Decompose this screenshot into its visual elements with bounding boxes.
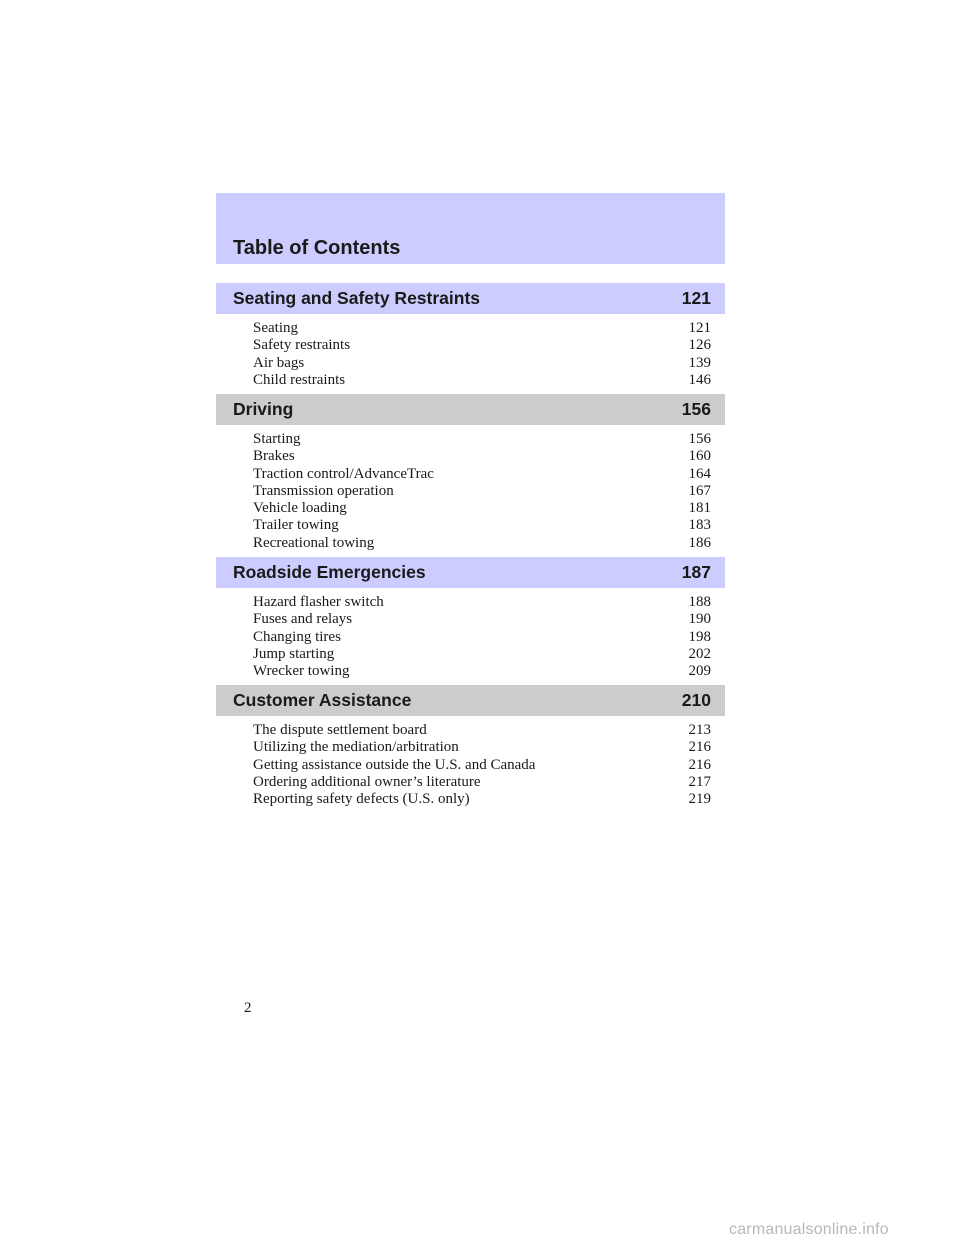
section-entries-roadside xyxy=(253,594,711,680)
entry-title: Child restraints xyxy=(253,371,346,388)
section-page: 121 xyxy=(681,288,711,308)
section-header-customer-assistance[interactable] xyxy=(216,685,725,716)
entry-title: Trailer towing xyxy=(253,517,339,534)
entry-page: 188 xyxy=(688,594,711,610)
entry-title: Wrecker towing xyxy=(253,663,350,680)
section-header-driving[interactable] xyxy=(216,394,725,425)
toc-entry[interactable] xyxy=(253,757,711,774)
entry-title: Recreational towing xyxy=(253,534,375,551)
toc-entry[interactable] xyxy=(253,372,711,389)
toc-entry[interactable] xyxy=(253,483,711,500)
entry-page: 181 xyxy=(688,500,711,517)
toc-entry[interactable] xyxy=(253,646,711,663)
entry-page: 216 xyxy=(688,739,711,756)
entry-page: 164 xyxy=(688,465,711,482)
toc-entry[interactable] xyxy=(253,791,711,808)
section-title: Seating and Safety Restraints xyxy=(233,288,481,308)
entry-page: 139 xyxy=(688,354,711,371)
entry-page: 217 xyxy=(688,773,711,790)
section-title: Roadside Emergencies xyxy=(233,562,426,582)
toc-entry[interactable] xyxy=(253,722,711,739)
toc-entry[interactable] xyxy=(253,663,711,680)
toc-entry[interactable] xyxy=(253,320,711,337)
entry-page: 121 xyxy=(688,320,711,336)
section-entries-customer-assistance xyxy=(253,722,711,808)
entry-page: 156 xyxy=(688,431,711,447)
entry-title: Hazard flasher switch xyxy=(253,594,384,610)
entry-title: Air bags xyxy=(253,354,305,371)
entry-page: 167 xyxy=(688,482,711,499)
section-entries-seating xyxy=(253,320,711,389)
toc-entry[interactable] xyxy=(253,535,711,552)
entry-page: 146 xyxy=(688,371,711,388)
entry-title: Utilizing the mediation/arbitration xyxy=(253,739,459,756)
toc-entry[interactable] xyxy=(253,466,711,483)
entry-title: The dispute settlement board xyxy=(253,722,427,738)
entry-page: 198 xyxy=(688,628,711,645)
toc-entry[interactable] xyxy=(253,500,711,517)
entry-title: Vehicle loading xyxy=(253,500,347,517)
entry-page: 160 xyxy=(688,448,711,465)
section-header-seating[interactable] xyxy=(216,283,725,314)
section-page: 187 xyxy=(681,562,711,582)
toc-entry[interactable] xyxy=(253,629,711,646)
section-page: 210 xyxy=(681,690,711,710)
entry-title: Jump starting xyxy=(253,645,335,662)
entry-title: Transmission operation xyxy=(253,482,394,499)
entry-page: 209 xyxy=(688,663,711,680)
toc-entry[interactable] xyxy=(253,448,711,465)
entry-page: 213 xyxy=(688,722,711,738)
toc-entry[interactable] xyxy=(253,774,711,791)
toc-entry[interactable] xyxy=(253,611,711,628)
entry-page: 219 xyxy=(688,791,711,808)
toc-entry[interactable] xyxy=(253,355,711,372)
page-number: 2 xyxy=(244,1000,252,1016)
entry-page: 186 xyxy=(688,534,711,551)
entry-title: Starting xyxy=(253,431,301,447)
entry-title: Seating xyxy=(253,320,298,336)
entry-page: 183 xyxy=(688,517,711,534)
page-title: Table of Contents xyxy=(233,237,401,259)
entry-title: Safety restraints xyxy=(253,337,351,354)
entry-title: Fuses and relays xyxy=(253,611,353,628)
toc-entry[interactable] xyxy=(253,337,711,354)
section-title: Customer Assistance xyxy=(233,690,412,710)
section-entries-driving xyxy=(253,431,711,552)
toc-entry[interactable] xyxy=(253,739,711,756)
toc-header xyxy=(216,193,725,264)
entry-page: 190 xyxy=(688,611,711,628)
toc-entry[interactable] xyxy=(253,594,711,611)
entry-title: Getting assistance outside the U.S. and Canada xyxy=(253,756,536,773)
section-page: 156 xyxy=(681,399,711,419)
section-title: Driving xyxy=(233,399,294,419)
entry-title: Reporting safety defects (U.S. only) xyxy=(253,791,470,808)
entry-page: 202 xyxy=(688,645,711,662)
entry-title: Changing tires xyxy=(253,628,341,645)
entry-page: 216 xyxy=(688,756,711,773)
toc-entry[interactable] xyxy=(253,431,711,448)
watermark-logo: carmanualsonline.info xyxy=(729,1221,889,1238)
entry-title: Brakes xyxy=(253,448,295,465)
entry-page: 126 xyxy=(688,337,711,354)
section-header-roadside[interactable] xyxy=(216,557,725,588)
entry-title: Ordering additional owner’s literature xyxy=(253,773,481,790)
toc-entry[interactable] xyxy=(253,517,711,534)
entry-title: Traction control/AdvanceTrac xyxy=(253,465,434,482)
